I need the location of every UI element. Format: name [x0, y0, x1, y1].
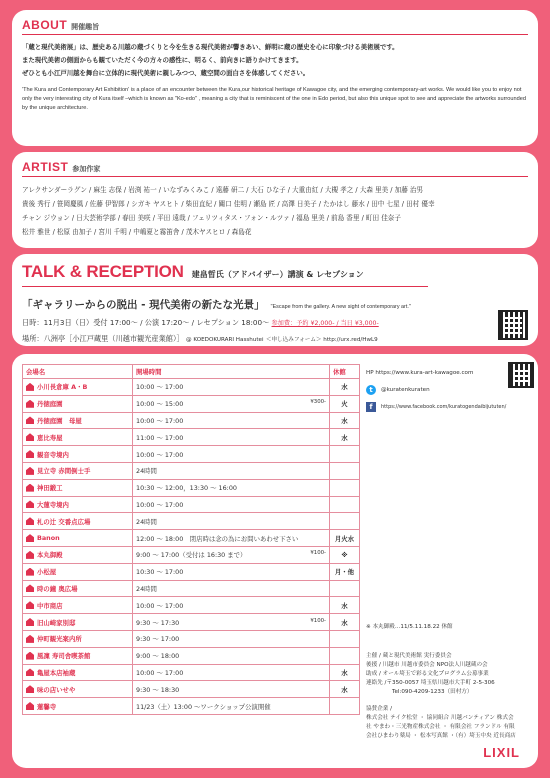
artist-line-2: 貴後 秀行 / 笹岡慶風 / 佐藤 伊智郎 / シガキ ヤスヒト / 柴田直紀 / 關口 佳明 / 瀬島 匠 / 高澤 日美子 / たかはし 藤水 / 田中 七星 / 田村 優幸	[22, 200, 435, 208]
venue-name	[26, 685, 129, 694]
talk-place-row	[12, 328, 538, 344]
venue-name	[26, 584, 129, 593]
venue-hours: 10:00 ～ 17:00	[136, 668, 184, 677]
venue-name-cell	[23, 379, 133, 396]
venue-name-text: 小松屋	[37, 568, 57, 577]
venue-name-cell	[23, 395, 133, 412]
venue-name-text: 時の鐘 奥広場	[37, 584, 78, 593]
talk-qr-code	[498, 310, 528, 340]
house-pin-icon	[26, 551, 34, 559]
venue-hours: 9:30 ～ 17:00	[136, 635, 180, 644]
venue-name-cell	[23, 546, 133, 563]
venue-name	[26, 517, 129, 526]
talk-heading	[12, 254, 538, 284]
venue-name	[26, 466, 129, 475]
venue-name-cell	[23, 597, 133, 614]
talk-card	[12, 254, 538, 346]
talk-fee: 参加費：予約 ¥2,000- / 当日 ¥3,000-	[271, 320, 379, 327]
venue-closed: ※	[330, 546, 360, 563]
about-ja-line-1: 「蔵と現代美術展」は、歴史ある川越の蔵づくりと今を生きる現代美術が響きあい、鮮明に蔵の歴史を心に印象づける美術展です。	[22, 43, 399, 51]
venue-name	[26, 668, 129, 677]
house-pin-icon	[26, 685, 34, 693]
venue-name-cell	[23, 429, 133, 446]
venue-name-text: 味の店いせや	[37, 685, 76, 694]
venue-name-text: Banon	[37, 534, 60, 543]
artist-title-en: ARTIST	[22, 160, 69, 174]
about-ja-line-3: ぜひとも小江戸川越を舞台に立体的に現代美術に親しみつつ、蔵空間の面白さを体感してください。	[22, 69, 310, 77]
venue-hours: 24時間	[136, 517, 157, 526]
venue-closed	[330, 479, 360, 496]
venue-row	[23, 429, 360, 446]
website-qr-code	[508, 362, 534, 388]
venue-row	[23, 462, 360, 479]
venue-name-text: 仲町観光案内所	[37, 635, 82, 644]
venue-name	[26, 550, 129, 559]
venue-hours-cell	[133, 513, 330, 530]
venue-closed: 火	[330, 395, 360, 412]
venue-name	[26, 702, 129, 711]
venue-hours-cell	[133, 563, 330, 580]
venue-name-cell	[23, 614, 133, 631]
venue-hours: 24時間	[136, 584, 157, 593]
venue-name-cell	[23, 563, 133, 580]
venue-row	[23, 630, 360, 647]
tel: Tel:090-4209-1233（田村方）	[392, 689, 473, 695]
venue-closed	[330, 580, 360, 597]
venue-hours-cell	[133, 546, 330, 563]
venue-hours-cell	[133, 530, 330, 547]
artist-heading	[12, 152, 538, 174]
house-pin-icon	[26, 400, 34, 408]
venue-name-cell	[23, 446, 133, 463]
venue-row	[23, 412, 360, 429]
house-pin-icon	[26, 450, 34, 458]
venue-hours: 10:00 ～ 17:00	[136, 500, 184, 509]
venue-hours: 12:00 ～ 18:00 閉店時は念の為にお問いあわせ下さい	[136, 534, 299, 543]
venue-closed	[330, 496, 360, 513]
venue-price: ¥100-	[310, 617, 326, 624]
venue-hours-cell	[133, 395, 330, 412]
venue-closed	[330, 630, 360, 647]
venue-hours-cell	[133, 647, 330, 664]
house-pin-icon	[26, 517, 34, 525]
venue-row	[23, 580, 360, 597]
support: 後援 / 川越市 川越市委員会 NPO法人川越蔵の会	[366, 662, 488, 668]
venue-closed: 水	[330, 379, 360, 396]
venue-name	[26, 601, 129, 610]
venue-closed: 水	[330, 681, 360, 698]
talk-place: 場所：八洲亭［小江戸蔵里（川越市観光産業館）］	[22, 334, 184, 343]
venue-hours: 24時間	[136, 467, 157, 476]
venue-name-text: 札の辻 交番点広場	[37, 517, 91, 526]
grant: 助成 / オール埼玉で彩る文化プログラム公募事業	[366, 671, 489, 677]
house-pin-icon	[26, 635, 34, 643]
venue-hours-cell	[133, 597, 330, 614]
venue-closed: 水	[330, 614, 360, 631]
venue-closed: 月火水	[330, 530, 360, 547]
venue-row	[23, 647, 360, 664]
house-pin-icon	[26, 702, 34, 710]
house-pin-icon	[26, 467, 34, 475]
venue-hours-cell	[133, 379, 330, 396]
house-pin-icon	[26, 383, 34, 391]
venue-name-cell	[23, 496, 133, 513]
venue-hours-cell	[133, 664, 330, 681]
venue-name-text: 小川長倉庫 A・B	[37, 383, 88, 392]
venue-closed: 水	[330, 664, 360, 681]
venue-row	[23, 681, 360, 698]
venue-name	[26, 651, 129, 660]
twitter-handle[interactable]: @kuratenkuraten	[381, 386, 430, 393]
house-pin-icon	[26, 568, 34, 576]
house-pin-icon	[26, 652, 34, 660]
sponsors: 株式会社 テイク松堂 ・ 協同組合 川越バンティアン 株式会社 やまわ・三光物産株式会社 ・ 有限会社 フランドル 有限会社ひまわり薬局 ・ 松本写真館 ・（有）埼玉中央 近長商店	[366, 715, 516, 739]
venue-name-cell	[23, 530, 133, 547]
venue-hours: 10:00 ～ 15:00	[136, 400, 184, 409]
venue-name-cell	[23, 462, 133, 479]
venue-name-cell	[23, 513, 133, 530]
venue-hours: 10:00 ～ 17:00	[136, 450, 184, 459]
venue-price: ¥100-	[310, 550, 326, 557]
venue-name-cell	[23, 664, 133, 681]
venue-name-cell	[23, 681, 133, 698]
venue-row	[23, 513, 360, 530]
closure-note: ※ 本丸御殿…11/5.11.18.22 休館	[366, 624, 453, 630]
venue-name-cell	[23, 412, 133, 429]
venue-table-header	[23, 365, 360, 379]
house-pin-icon	[26, 534, 34, 542]
venue-name	[26, 500, 129, 509]
talk-subtitle-en: "Escape from the gallery. A new sight of contemporary art."	[270, 304, 411, 310]
venue-row	[23, 496, 360, 513]
venue-name-text: 丹徳庭園 母屋	[37, 416, 82, 425]
venue-name-text: 蓮馨寺	[37, 702, 57, 711]
venue-name-text: 本丸御殿	[37, 551, 63, 560]
venue-hours-cell	[133, 580, 330, 597]
venue-name	[26, 382, 129, 391]
venue-row	[23, 664, 360, 681]
venue-card	[12, 354, 538, 768]
venue-closed	[330, 446, 360, 463]
venue-name-text: 観音寺境内	[37, 450, 69, 459]
header-hours: 開場時間	[133, 365, 330, 379]
about-divider	[22, 34, 528, 35]
venue-closed: 水	[330, 429, 360, 446]
venue-name-text: 中市商店	[37, 601, 63, 610]
venue-hours-cell	[133, 446, 330, 463]
venue-name	[26, 483, 129, 492]
venue-closed: 月・他	[330, 563, 360, 580]
venue-name-text: 大蓮寺境内	[37, 500, 69, 509]
talk-date-row	[12, 312, 538, 328]
artist-card	[12, 152, 538, 248]
talk-divider	[22, 286, 428, 287]
venue-name-text: 見立寺 赤間倒士手	[37, 467, 91, 476]
lixil-logo: LIXIL	[483, 745, 520, 760]
artist-line-1: アレクサンダーラグン / 麻生 志保 / 岩渕 祐一 / いなずみくみこ / 遠藤 研二 / 大石 ひな子 / 大重由紅 / 大槻 孝之 / 大森 里美 / 加藤 治男	[22, 186, 424, 194]
venue-name-cell	[23, 647, 133, 664]
venue-name	[26, 618, 129, 627]
venue-name-text: 風凜 寿司舎喫茶館	[37, 652, 91, 661]
house-pin-icon	[26, 618, 34, 626]
header-closed: 休館	[330, 365, 360, 379]
organizer: 主催 / 蔵と現代美術館 実行委員会	[366, 653, 452, 659]
venue-closed	[330, 698, 360, 715]
venue-name-text: 恵比寿屋	[37, 433, 63, 442]
about-title-en: ABOUT	[22, 18, 68, 32]
venue-row	[23, 614, 360, 631]
venue-hours-cell	[133, 462, 330, 479]
info-panel	[366, 364, 534, 741]
artist-title-ja: 参加作家	[72, 165, 101, 173]
talk-subtitle	[12, 293, 538, 312]
venue-name	[26, 534, 129, 542]
venue-name-text: 亀屋本店袖蔵	[37, 668, 76, 677]
venue-hours-cell	[133, 630, 330, 647]
artist-divider	[22, 176, 528, 177]
venue-name	[26, 433, 129, 442]
venue-name	[26, 634, 129, 643]
house-pin-icon	[26, 601, 34, 609]
venue-row	[23, 446, 360, 463]
about-title-ja: 開催趣旨	[71, 23, 100, 31]
talk-title-en: TALK & RECEPTION	[22, 262, 184, 281]
venue-hours: 9:30 ～ 18:30	[136, 685, 180, 694]
hp-link[interactable]: HP https://www.kura-art-kawagoe.com	[366, 369, 474, 376]
venue-name-text: 神田鍛工	[37, 484, 63, 493]
header-venue: 会場名	[23, 365, 133, 379]
venue-closed: 水	[330, 412, 360, 429]
about-card	[12, 10, 538, 146]
house-pin-icon	[26, 433, 34, 441]
venue-name-cell	[23, 630, 133, 647]
venue-row	[23, 597, 360, 614]
about-ja-line-2: また現代美術の側面からも観ていただく今の方々の感性に、明るく、前向きに語りかけてきます。	[22, 56, 303, 64]
venue-hours-cell	[133, 681, 330, 698]
venue-table	[22, 364, 360, 715]
venue-hours-cell	[133, 698, 330, 715]
venue-name-text: 丹徳庭園	[37, 400, 63, 409]
venue-closed	[330, 513, 360, 530]
sponsor-title: 協賛企業 /	[366, 706, 393, 712]
venue-hours: 10:00 ～ 17:00	[136, 383, 184, 392]
facebook-link[interactable]: https://www.facebook.com/kuratogendaibijututen/	[381, 403, 507, 410]
house-pin-icon	[26, 484, 34, 492]
about-en-text: 'The Kura and Contemporary Art Exhibition' is a place of an encounter between the Kura,our historical heritage of Kawagoe city, and the emerging contemporary-art works. We would like you to enjoy not only the very interesting city of Kura itself –which is known as "Ko-edo" , meaning a city that is reminiscent of the one in Edo period, but also this unique spot to see and appreciate the artworks surrounded by the unique architecture.	[22, 87, 526, 111]
venue-row	[23, 563, 360, 580]
talk-subtitle-ja: 「ギャラリーからの脱出 - 現代美術の新たな光景」	[22, 299, 265, 311]
venue-hours: 10:30 ～ 12:00，13:30 ～ 16:00	[136, 484, 237, 493]
house-pin-icon	[26, 500, 34, 508]
facebook-row	[366, 398, 534, 415]
venue-hours-cell	[133, 496, 330, 513]
venue-name-cell	[23, 698, 133, 715]
venue-name	[26, 416, 129, 425]
venue-row	[23, 698, 360, 715]
venue-closed	[330, 462, 360, 479]
twitter-icon: t	[366, 385, 376, 395]
venue-hours: 11/23（土）13:00 ～ワークショップ公演開催	[136, 702, 271, 711]
venue-hours-cell	[133, 479, 330, 496]
talk-title-ja: 建畠晢氏（アドバイザー）講演 & レセプション	[191, 270, 364, 279]
venue-price: ¥300-	[310, 399, 326, 406]
venue-name-cell	[23, 479, 133, 496]
venue-row	[23, 530, 360, 547]
venue-name-text: 旧山崎家別邸	[37, 618, 76, 627]
venue-hours: 10:00 ～ 17:00	[136, 416, 184, 425]
venue-name-cell	[23, 580, 133, 597]
venue-name	[26, 567, 129, 576]
house-pin-icon	[26, 584, 34, 592]
house-pin-icon	[26, 668, 34, 676]
talk-date: 日時：11月3日（日）受付 17:00～ / 公演 17:20～ / レセプション 18:00～	[22, 318, 270, 327]
house-pin-icon	[26, 416, 34, 424]
venue-hours-cell	[133, 429, 330, 446]
artist-line-4: 松井 雅世 / 松原 由加子 / 宮川 千明 / 中嶋夏と霧笛舎 / 茂木ヤスヒロ / 森島花	[22, 228, 252, 236]
venue-hours: 10:00 ～ 17:00	[136, 601, 184, 610]
talk-place-en: @ KOEDOKURARI Hasshutei	[186, 337, 264, 343]
talk-apply-link[interactable]: ＜申し込みフォーム＞ http://urx.red/HwL9	[265, 337, 378, 343]
facebook-icon: f	[366, 402, 376, 412]
venue-hours-cell	[133, 412, 330, 429]
venue-hours: 9:00 ～ 18:00	[136, 652, 180, 661]
venue-closed: 水	[330, 597, 360, 614]
artist-line-3: チャン ジウョン / 日大芸術学部 / 春田 美咲 / 平田 遠哉 / フェリツィタス・フォン・ルツァ / 福島 里美 / 前島 香里 / 町田 佳奈子	[22, 214, 401, 222]
contact: 連絡先 /〒350-0057 埼玉県川越市大手町 2-5-306	[366, 680, 495, 686]
venue-row	[23, 479, 360, 496]
venue-name	[26, 399, 129, 408]
venue-hours-cell	[133, 614, 330, 631]
venue-row	[23, 395, 360, 412]
venue-row	[23, 379, 360, 396]
venue-hours: 9:00 ～ 17:00（受付は 16:30 まで）	[136, 551, 247, 560]
venue-row	[23, 546, 360, 563]
venue-hours: 9:30 ～ 17:30	[136, 618, 180, 627]
about-heading	[12, 10, 538, 32]
venue-closed	[330, 647, 360, 664]
venue-name	[26, 450, 129, 459]
venue-hours: 10:30 ～ 17:00	[136, 568, 184, 577]
venue-hours: 11:00 ～ 17:00	[136, 433, 184, 442]
